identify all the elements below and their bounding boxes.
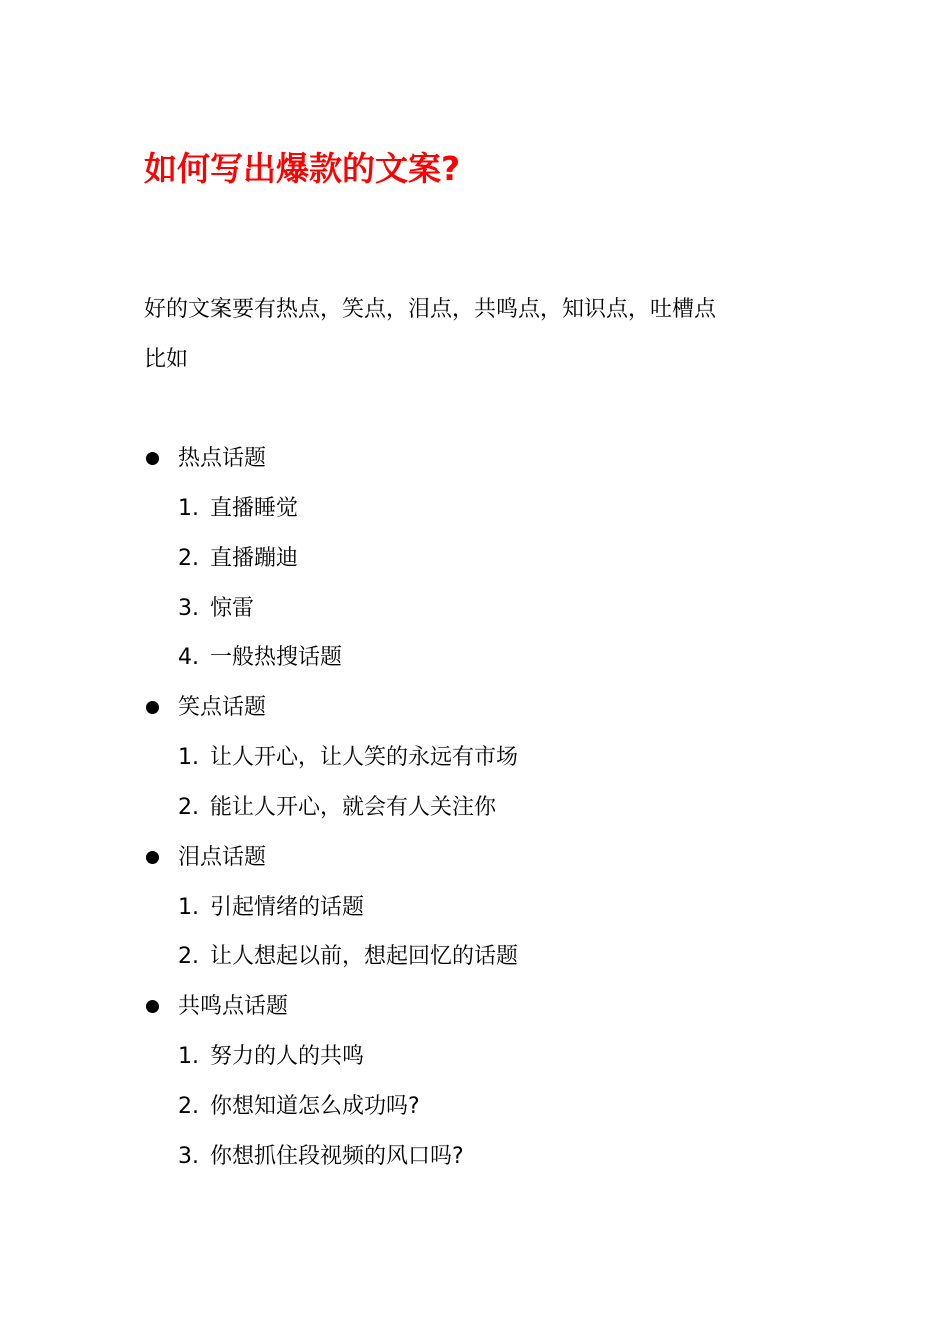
bullet-dot-icon xyxy=(146,1000,159,1013)
list-item xyxy=(144,788,844,838)
list-item xyxy=(144,638,844,688)
list-item xyxy=(144,1087,844,1137)
list-item-number: 2. xyxy=(178,944,199,970)
list-item-number: 2. xyxy=(178,1093,199,1119)
list-item-text: 直播睡觉 xyxy=(210,495,299,521)
list-item-text: 直播蹦迪 xyxy=(210,545,299,571)
bullet-dot-icon xyxy=(146,701,159,714)
intro-line: 好的文案要有热点，笑点，泪点，共鸣点，知识点，吐槽点 xyxy=(144,297,717,322)
list-item xyxy=(144,539,844,589)
list-item xyxy=(144,937,844,987)
section-heading-text: 泪点话题 xyxy=(178,844,267,870)
list-item-text: 一般热搜话题 xyxy=(210,645,343,671)
section-heading-text: 热点话题 xyxy=(178,446,267,471)
section-heading-text: 共鸣点话题 xyxy=(178,994,289,1020)
bullet-dot-icon xyxy=(146,452,159,465)
intro-line: 比如 xyxy=(144,347,189,372)
list-item-text: 能让人开心，就会有人关注你 xyxy=(210,794,497,820)
section-heading-text: 笑点话题 xyxy=(178,695,267,721)
section-heading xyxy=(144,987,844,1037)
list-item xyxy=(144,1037,844,1087)
list-item-text: 让人开心，让人笑的永远有市场 xyxy=(210,745,519,771)
list-item xyxy=(144,888,844,938)
list-item-text: 让人想起以前，想起回忆的话题 xyxy=(210,944,519,970)
list-item-number: 1. xyxy=(178,495,199,521)
list-item-number: 2. xyxy=(178,794,199,820)
list-item xyxy=(144,738,844,788)
list-item-text: 你想抓住段视频的风口吗? xyxy=(210,1143,464,1169)
list-item xyxy=(144,489,844,539)
list-item-number: 1. xyxy=(178,894,199,920)
list-item-text: 你想知道怎么成功吗? xyxy=(210,1093,420,1119)
list-item-number: 1. xyxy=(178,1044,199,1070)
list-item-number: 2. xyxy=(178,545,199,571)
intro-paragraph xyxy=(144,290,716,390)
section-heading xyxy=(144,688,844,738)
list-item-text: 惊雷 xyxy=(210,595,255,621)
bullet-dot-icon xyxy=(146,851,159,864)
topic-outline xyxy=(144,439,844,1187)
list-item-number: 1. xyxy=(178,745,199,771)
section-heading xyxy=(144,838,844,888)
list-item-text: 引起情绪的话题 xyxy=(210,894,365,920)
list-item-number: 4. xyxy=(178,645,199,671)
list-item-text: 努力的人的共鸣 xyxy=(210,1044,365,1070)
section-heading xyxy=(144,439,844,489)
list-item xyxy=(144,1137,844,1187)
list-item xyxy=(144,589,844,639)
document-title: 如何写出爆款的文案? xyxy=(144,149,461,188)
list-item-number: 3. xyxy=(178,1143,199,1169)
list-item-number: 3. xyxy=(178,595,199,621)
